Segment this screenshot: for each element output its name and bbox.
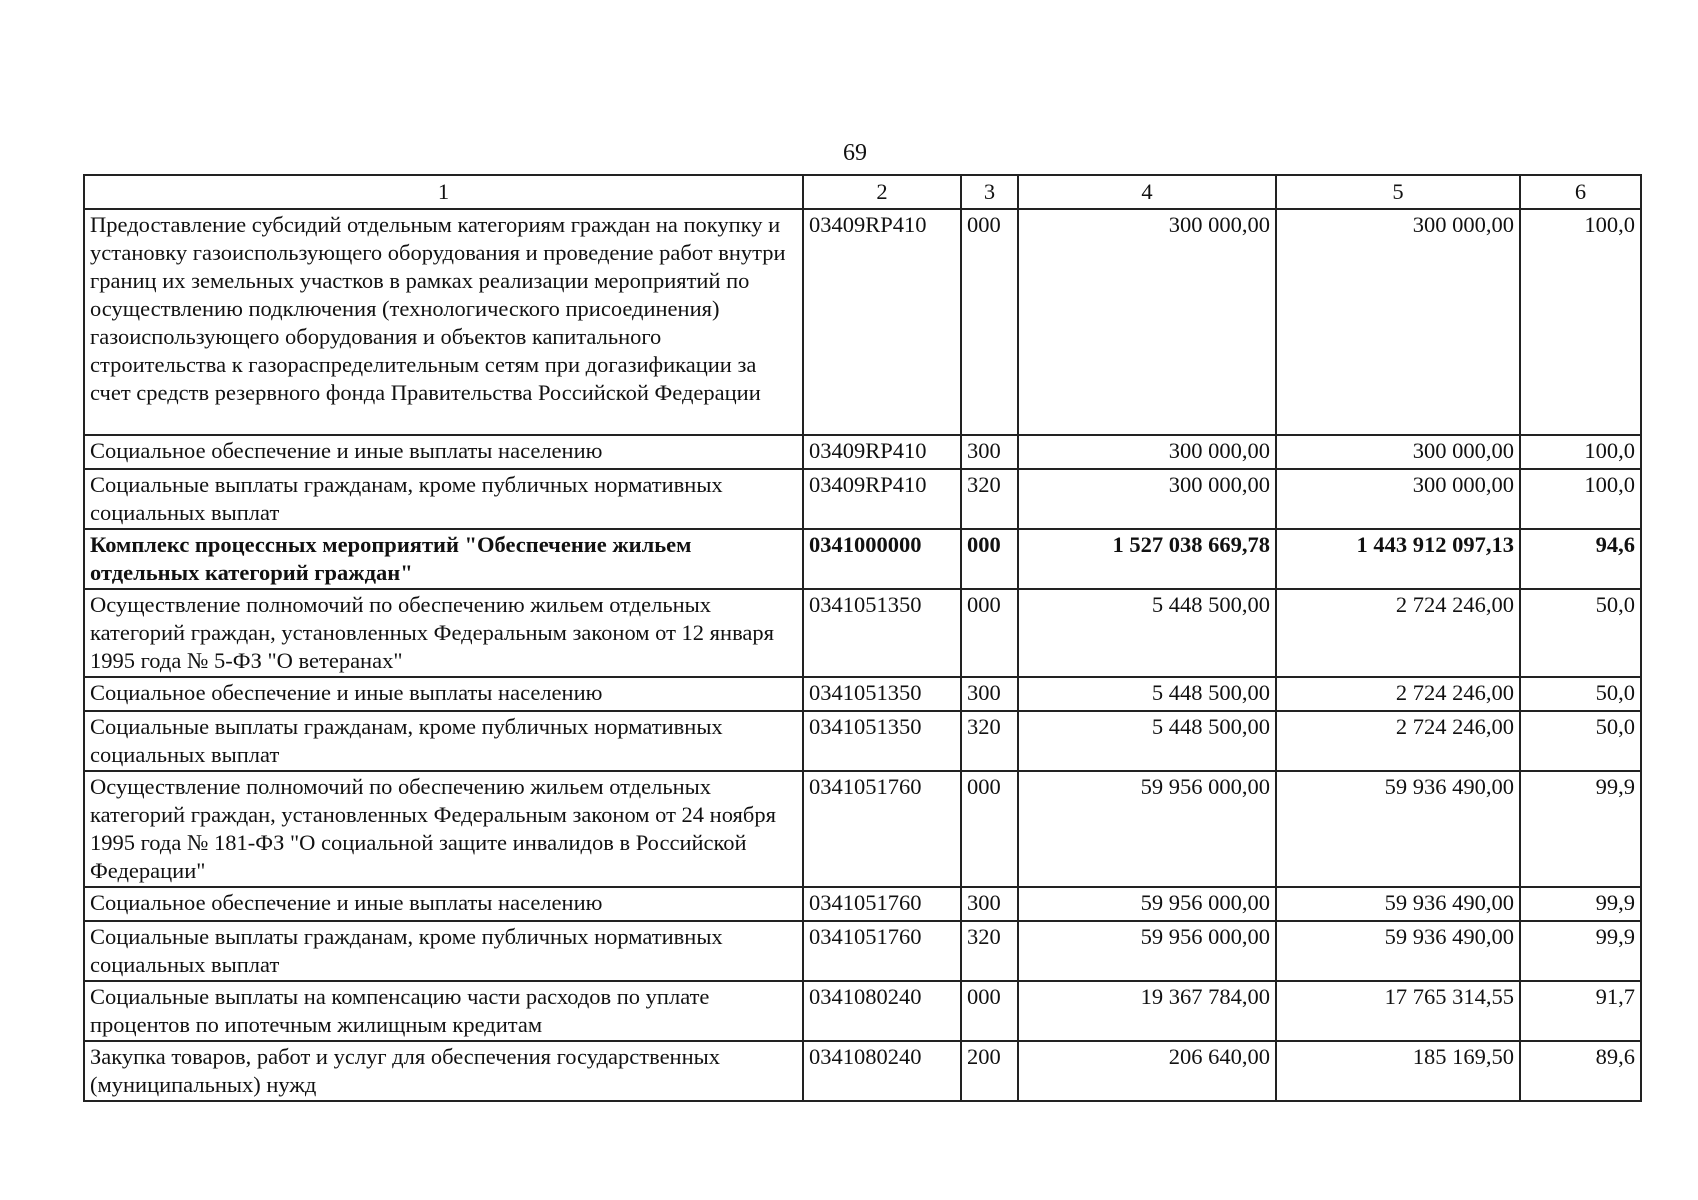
table-row — [84, 711, 1641, 771]
planned-amount: 300 000,00 — [1018, 435, 1276, 469]
expense-type-code: 300 — [961, 435, 1018, 469]
planned-amount: 59 956 000,00 — [1018, 771, 1276, 887]
target-article-code: 0341051760 — [803, 887, 961, 921]
planned-amount: 5 448 500,00 — [1018, 677, 1276, 711]
actual-amount: 185 169,50 — [1276, 1041, 1520, 1101]
execution-percent: 50,0 — [1520, 677, 1641, 711]
table-row — [84, 1041, 1641, 1101]
target-article-code: 0341000000 — [803, 529, 961, 589]
planned-amount: 5 448 500,00 — [1018, 589, 1276, 677]
table-row — [84, 209, 1641, 435]
table-row — [84, 529, 1641, 589]
actual-amount: 59 936 490,00 — [1276, 921, 1520, 981]
actual-amount: 2 724 246,00 — [1276, 589, 1520, 677]
execution-percent: 100,0 — [1520, 209, 1641, 435]
expense-name: Комплекс процессных мероприятий "Обеспечение жильем отдельных категорий граждан" — [84, 529, 803, 589]
planned-amount: 300 000,00 — [1018, 469, 1276, 529]
table-row — [84, 677, 1641, 711]
table-row — [84, 921, 1641, 981]
expense-type-code: 000 — [961, 529, 1018, 589]
expense-name: Социальное обеспечение и иные выплаты населению — [84, 435, 803, 469]
expense-type-code: 000 — [961, 209, 1018, 435]
table-row — [84, 469, 1641, 529]
table-row — [84, 887, 1641, 921]
target-article-code: 0341051350 — [803, 677, 961, 711]
expense-type-code: 200 — [961, 1041, 1018, 1101]
target-article-code: 0341051350 — [803, 711, 961, 771]
execution-percent: 50,0 — [1520, 589, 1641, 677]
execution-percent: 100,0 — [1520, 469, 1641, 529]
expense-type-code: 000 — [961, 981, 1018, 1041]
expense-type-code: 000 — [961, 589, 1018, 677]
table-row — [84, 981, 1641, 1041]
expense-type-code: 320 — [961, 921, 1018, 981]
execution-percent: 99,9 — [1520, 921, 1641, 981]
execution-percent: 94,6 — [1520, 529, 1641, 589]
planned-amount: 19 367 784,00 — [1018, 981, 1276, 1041]
target-article-code: 03409RP410 — [803, 469, 961, 529]
planned-amount: 300 000,00 — [1018, 209, 1276, 435]
expense-name: Социальное обеспечение и иные выплаты населению — [84, 887, 803, 921]
column-header: 4 — [1018, 175, 1276, 209]
target-article-code: 0341051760 — [803, 771, 961, 887]
expense-name: Закупка товаров, работ и услуг для обеспечения государственных (муниципальных) нужд — [84, 1041, 803, 1101]
expense-name: Осуществление полномочий по обеспечению жильем отдельных категорий граждан, установленных Федеральным законом от 12 января 1995 года № 5-ФЗ "О ветеранах" — [84, 589, 803, 677]
table-row — [84, 589, 1641, 677]
column-header: 1 — [84, 175, 803, 209]
actual-amount: 17 765 314,55 — [1276, 981, 1520, 1041]
actual-amount: 300 000,00 — [1276, 435, 1520, 469]
target-article-code: 03409RP410 — [803, 435, 961, 469]
planned-amount: 59 956 000,00 — [1018, 887, 1276, 921]
planned-amount: 59 956 000,00 — [1018, 921, 1276, 981]
column-header: 3 — [961, 175, 1018, 209]
expense-name: Социальные выплаты гражданам, кроме публичных нормативных социальных выплат — [84, 469, 803, 529]
actual-amount: 59 936 490,00 — [1276, 887, 1520, 921]
expense-name: Социальные выплаты гражданам, кроме публичных нормативных социальных выплат — [84, 921, 803, 981]
execution-percent: 99,9 — [1520, 887, 1641, 921]
target-article-code: 0341080240 — [803, 1041, 961, 1101]
expense-name: Предоставление субсидий отдельным категориям граждан на покупку и установку газоиспользующего оборудования и проведение работ внутри границ их земельных участков в рамках реализации мероприятий по осуществлению подключения (технологического присоединения) газоиспользующего оборудования и объектов капитального строительства к газораспределительным сетям при догазификации за счет средств резервного фонда Правительства Российской Федерации — [84, 209, 803, 435]
header-row — [84, 175, 1641, 209]
expense-name: Социальные выплаты гражданам, кроме публичных нормативных социальных выплат — [84, 711, 803, 771]
actual-amount: 2 724 246,00 — [1276, 711, 1520, 771]
table-row — [84, 771, 1641, 887]
execution-percent: 100,0 — [1520, 435, 1641, 469]
expense-type-code: 320 — [961, 469, 1018, 529]
page-number: 69 — [843, 140, 867, 166]
target-article-code: 03409RP410 — [803, 209, 961, 435]
actual-amount: 59 936 490,00 — [1276, 771, 1520, 887]
execution-percent: 50,0 — [1520, 711, 1641, 771]
execution-percent: 99,9 — [1520, 771, 1641, 887]
planned-amount: 1 527 038 669,78 — [1018, 529, 1276, 589]
expense-name: Социальное обеспечение и иные выплаты населению — [84, 677, 803, 711]
actual-amount: 2 724 246,00 — [1276, 677, 1520, 711]
planned-amount: 5 448 500,00 — [1018, 711, 1276, 771]
actual-amount: 300 000,00 — [1276, 469, 1520, 529]
expense-name: Осуществление полномочий по обеспечению жильем отдельных категорий граждан, установленных Федеральным законом от 24 ноября 1995 года № 181-ФЗ "О социальной защите инвалидов в Российской Федерации" — [84, 771, 803, 887]
actual-amount: 1 443 912 097,13 — [1276, 529, 1520, 589]
column-header: 2 — [803, 175, 961, 209]
column-header: 5 — [1276, 175, 1520, 209]
target-article-code: 0341080240 — [803, 981, 961, 1041]
expense-type-code: 300 — [961, 887, 1018, 921]
budget-table — [83, 174, 1642, 1102]
target-article-code: 0341051760 — [803, 921, 961, 981]
execution-percent: 89,6 — [1520, 1041, 1641, 1101]
planned-amount: 206 640,00 — [1018, 1041, 1276, 1101]
table-body — [84, 209, 1641, 1101]
column-header: 6 — [1520, 175, 1641, 209]
actual-amount: 300 000,00 — [1276, 209, 1520, 435]
target-article-code: 0341051350 — [803, 589, 961, 677]
expense-type-code: 300 — [961, 677, 1018, 711]
expense-type-code: 320 — [961, 711, 1018, 771]
table-row — [84, 435, 1641, 469]
expense-name: Социальные выплаты на компенсацию части расходов по уплате процентов по ипотечным жилищным кредитам — [84, 981, 803, 1041]
expense-type-code: 000 — [961, 771, 1018, 887]
execution-percent: 91,7 — [1520, 981, 1641, 1041]
